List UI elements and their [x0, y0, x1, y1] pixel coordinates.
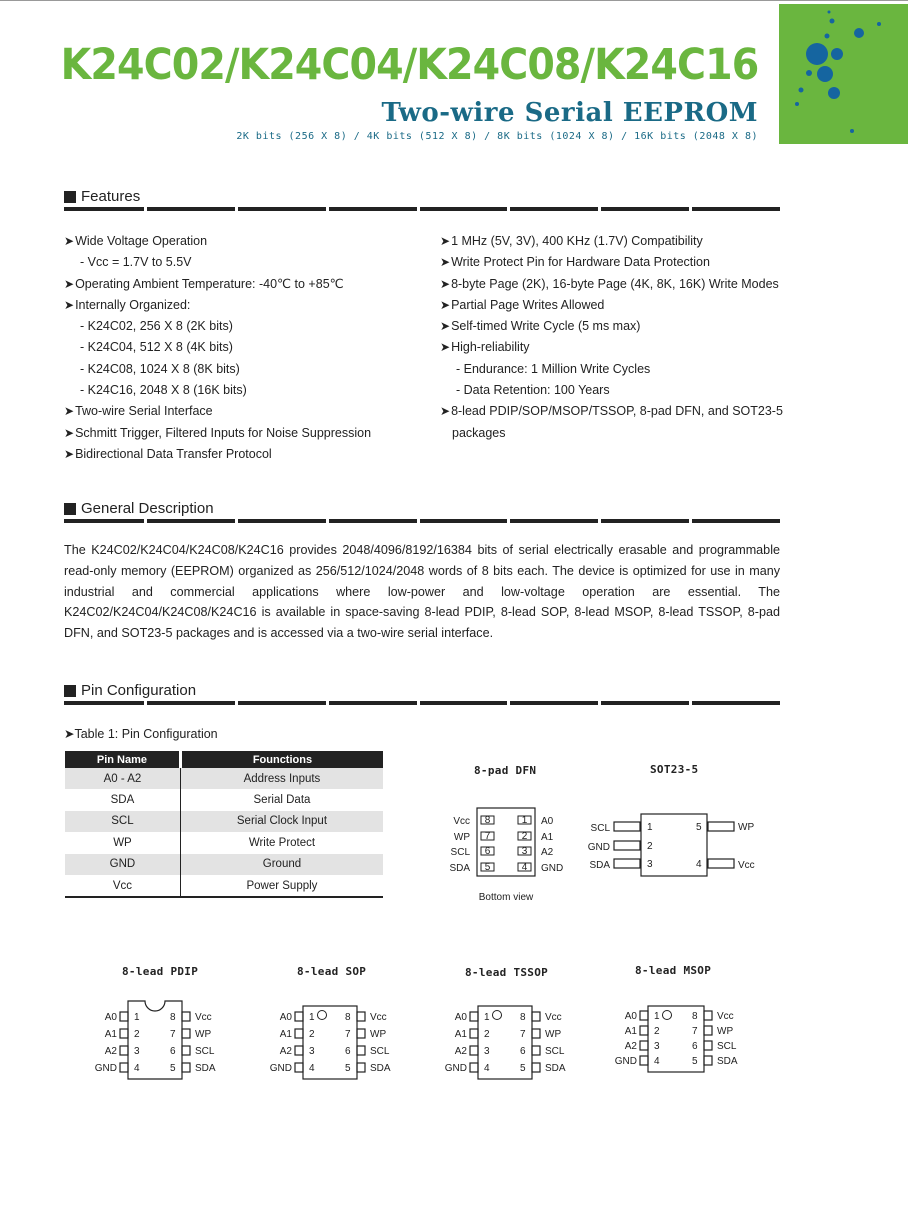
- dfn-pin-number: 5: [484, 862, 491, 873]
- msop-pin-label: SDA: [717, 1056, 738, 1067]
- feature-item: [64, 274, 371, 295]
- dfn-pin-number: 2: [521, 831, 528, 842]
- sop-pin-label: WP: [370, 1029, 387, 1040]
- feature-item: [64, 401, 371, 422]
- dfn-title: 8-pad DFN: [474, 764, 537, 777]
- sop-diagram: [265, 998, 405, 1088]
- feature-item: [440, 380, 783, 401]
- arrow-bullet-icon: ➤: [64, 404, 75, 419]
- capacity-line: 2K bits (256 X 8) / 4K bits (512 X 8) / 8K bits (1024 X 8) / 16K bits (2048 X 8): [236, 131, 758, 142]
- feature-item: [440, 231, 783, 252]
- feature-text: - K24C04, 512 X 8 (4K bits): [80, 340, 233, 355]
- feature-item: [440, 295, 783, 316]
- pdip-pin-number: 7: [170, 1029, 176, 1040]
- feature-text: 1 MHz (5V, 3V), 400 KHz (1.7V) Compatibility: [451, 234, 703, 248]
- msop-pin-label: WP: [717, 1026, 734, 1037]
- arrow-bullet-icon: ➤: [440, 297, 451, 312]
- dfn-pin-label: WP: [453, 832, 470, 843]
- msop-pin-label: A0: [624, 1011, 637, 1022]
- sop-pin-label: A2: [279, 1046, 292, 1057]
- msop-pin-label: Vcc: [717, 1011, 734, 1022]
- table-row: SCL Serial Clock Input: [65, 811, 383, 832]
- dfn-pin-label: A1: [541, 832, 554, 843]
- feature-item: [440, 274, 783, 295]
- pdip-pin-label: A1: [104, 1029, 117, 1040]
- feature-text: Operating Ambient Temperature: -40℃ to +85℃: [75, 276, 344, 291]
- arrow-bullet-icon: ➤: [64, 276, 75, 291]
- tssop-pin-label: A1: [454, 1029, 467, 1040]
- description-rule: [64, 519, 780, 523]
- feature-text: 8-byte Page (2K), 16-byte Page (4K, 8K, 16K) Write Modes: [451, 276, 779, 291]
- tssop-pin-label: SCL: [545, 1046, 565, 1057]
- arrow-bullet-icon: ➤: [64, 446, 75, 461]
- sot-pin-label: WP: [738, 822, 755, 833]
- dfn-pin-number: 8: [484, 815, 491, 826]
- table-row: WP Write Protect: [65, 832, 383, 853]
- feature-item: [64, 231, 371, 252]
- sot-pin-label: GND: [587, 842, 610, 853]
- feature-text: Bidirectional Data Transfer Protocol: [75, 446, 272, 461]
- dfn-pin-label: Vcc: [453, 816, 470, 827]
- feature-text: High-reliability: [451, 340, 530, 355]
- feature-item: [64, 316, 371, 337]
- sop-pin-number: 2: [309, 1029, 315, 1040]
- features-heading: Features: [64, 188, 140, 205]
- document-subtitle: Two-wire Serial EEPROM: [381, 98, 758, 128]
- msop-pin-label: A1: [624, 1026, 637, 1037]
- dfn-pin-label: A2: [541, 847, 554, 858]
- tssop-pin-number: 4: [484, 1063, 490, 1074]
- tssop-pin-label: SDA: [545, 1063, 566, 1074]
- arrow-bullet-icon: ➤: [64, 297, 75, 312]
- dfn-pin-number: 1: [521, 815, 528, 826]
- pdip-pin-label: SDA: [195, 1063, 216, 1074]
- features-rule: [64, 207, 780, 211]
- tssop-pin-label: Vcc: [545, 1012, 562, 1023]
- sot-pin-number: 2: [647, 841, 653, 852]
- table-caption: ➤Table 1: Pin Configuration: [64, 727, 218, 741]
- sot-title: SOT23-5: [650, 763, 699, 776]
- sot-pin-number: 5: [696, 822, 702, 833]
- heading-square-icon: [64, 191, 76, 203]
- dfn-pin-label: GND: [541, 863, 564, 874]
- sop-pin-label: GND: [269, 1063, 292, 1074]
- pin-name-header: Pin Name: [65, 751, 180, 768]
- feature-item: [64, 295, 371, 316]
- function-header: Founctions: [180, 751, 383, 768]
- msop-pin-number: 6: [692, 1041, 698, 1052]
- arrow-bullet-icon: ➤: [64, 234, 75, 248]
- feature-text: - Vcc = 1.7V to 5.5V: [80, 255, 192, 270]
- tssop-pin-label: GND: [444, 1063, 467, 1074]
- arrow-bullet-icon: ➤: [440, 255, 451, 270]
- feature-item: [64, 423, 371, 444]
- dfn-diagram: [440, 806, 580, 906]
- dfn-pin-number: 4: [521, 862, 528, 873]
- table-row: A0 - A2 Address Inputs: [65, 768, 383, 789]
- sop-pin-number: 4: [309, 1063, 315, 1074]
- tssop-pin-label: A2: [454, 1046, 467, 1057]
- feature-text: - K24C02, 256 X 8 (2K bits): [80, 319, 233, 334]
- msop-pin-number: 3: [654, 1041, 660, 1052]
- dfn-pin-number: 6: [484, 846, 491, 857]
- sop-pin-number: 7: [345, 1029, 351, 1040]
- feature-item: [440, 337, 783, 358]
- table-row: GND Ground: [65, 854, 383, 875]
- dfn-pin-label: A0: [541, 816, 554, 827]
- sop-pin-label: A0: [279, 1012, 292, 1023]
- feature-text: Two-wire Serial Interface: [75, 404, 213, 419]
- feature-text: Self-timed Write Cycle (5 ms max): [451, 319, 641, 334]
- sot-pin-number: 3: [647, 859, 653, 870]
- feature-text: 8-lead PDIP/SOP/MSOP/TSSOP, 8-pad DFN, and SOT23-5: [451, 404, 783, 419]
- heading-square-icon: [64, 685, 76, 697]
- pin-config-rule: [64, 701, 780, 705]
- sot-pin-number: 1: [647, 822, 653, 833]
- sop-pin-number: 3: [309, 1046, 315, 1057]
- feature-text: - Data Retention: 100 Years: [456, 383, 610, 398]
- pdip-pin-number: 1: [134, 1012, 140, 1023]
- feature-item: [440, 316, 783, 337]
- sop-pin-label: Vcc: [370, 1012, 387, 1023]
- pdip-pin-label: A2: [104, 1046, 117, 1057]
- msop-diagram: [610, 998, 750, 1088]
- feature-text: Internally Organized:: [75, 297, 191, 312]
- description-heading: General Description: [64, 500, 214, 517]
- feature-text: Write Protect Pin for Hardware Data Protection: [451, 255, 710, 270]
- tssop-pin-number: 3: [484, 1046, 490, 1057]
- dfn-pin-label: SDA: [449, 863, 470, 874]
- tssop-pin-number: 1: [484, 1012, 490, 1023]
- dots-logo-icon: [779, 4, 908, 144]
- top-border-line: [0, 0, 908, 1]
- tssop-pin-number: 6: [520, 1046, 526, 1057]
- feature-item: [64, 380, 371, 401]
- msop-pin-label: SCL: [717, 1041, 737, 1052]
- msop-pin-number: 2: [654, 1026, 660, 1037]
- msop-pin-number: 5: [692, 1056, 698, 1067]
- sop-pin-label: SDA: [370, 1063, 391, 1074]
- arrow-bullet-icon: ➤: [440, 404, 451, 419]
- feature-item: [440, 359, 783, 380]
- feature-item: [64, 337, 371, 358]
- pdip-pin-number: 2: [134, 1029, 140, 1040]
- feature-item: [440, 401, 783, 422]
- feature-item: [64, 444, 371, 465]
- sot-diagram: [585, 812, 765, 882]
- pin1-marker-icon: [663, 1011, 672, 1020]
- sot-pin-label: Vcc: [738, 860, 755, 871]
- arrow-bullet-icon: ➤: [440, 276, 451, 291]
- arrow-bullet-icon: ➤: [440, 340, 451, 355]
- feature-text: Wide Voltage Operation: [75, 234, 208, 248]
- pin-config-heading: Pin Configuration: [64, 682, 196, 699]
- feature-text: - Endurance: 1 Million Write Cycles: [456, 361, 651, 376]
- msop-pin-number: 8: [692, 1011, 698, 1022]
- dfn-pin-number: 7: [484, 831, 491, 842]
- brand-logo-panel: [779, 4, 908, 144]
- tssop-title: 8-lead TSSOP: [465, 966, 549, 979]
- pdip-pin-label: A0: [104, 1012, 117, 1023]
- arrow-bullet-icon: ➤: [440, 319, 451, 334]
- tssop-pin-number: 8: [520, 1012, 526, 1023]
- feature-item: [64, 359, 371, 380]
- feature-text: - K24C08, 1024 X 8 (8K bits): [80, 361, 240, 376]
- feature-text: packages: [452, 425, 506, 440]
- msop-pin-number: 1: [654, 1011, 660, 1022]
- sop-pin-number: 1: [309, 1012, 315, 1023]
- tssop-pin-label: A0: [454, 1012, 467, 1023]
- pdip-pin-number: 6: [170, 1046, 176, 1057]
- pdip-pin-label: Vcc: [195, 1012, 212, 1023]
- sop-pin-label: SCL: [370, 1046, 390, 1057]
- msop-pin-label: GND: [614, 1056, 637, 1067]
- feature-text: Schmitt Trigger, Filtered Inputs for Noise Suppression: [75, 425, 372, 440]
- arrow-bullet-icon: ➤: [440, 234, 451, 248]
- sop-pin-number: 6: [345, 1046, 351, 1057]
- sot-pin-label: SDA: [589, 860, 610, 871]
- msop-title: 8-lead MSOP: [635, 964, 712, 977]
- pin1-marker-icon: [493, 1011, 502, 1020]
- table-row: Vcc Power Supply: [65, 875, 383, 897]
- features-left-list: [64, 231, 371, 465]
- msop-pin-number: 7: [692, 1026, 698, 1037]
- pdip-title: 8-lead PDIP: [122, 965, 199, 978]
- feature-item: [64, 252, 371, 273]
- sot-pin-label: SCL: [590, 823, 610, 834]
- tssop-pin-number: 5: [520, 1063, 526, 1074]
- dfn-pin-number: 3: [521, 846, 528, 857]
- description-paragraph: The K24C02/K24C04/K24C08/K24C16 provides 2048/4096/8192/16384 bits of serial electrically erasable and programmable read-only memory (EEPROM) organized as 256/512/1024/2048 words of 8 bits each. The device is optimized for use in many industrial and commercial applications where low-power and low-voltage operation are essential. The K24C02/K24C04/K24C08/K24C16 is available in space-saving 8-lead PDIP, 8-lead SOP, 8-lead MSOP, 8-lead TSSOP, 8-pad DFN, and SOT23-5 packages and is accessed via a two-wire serial interface.: [64, 543, 780, 641]
- pin-table: [65, 751, 383, 898]
- arrow-bullet-icon: ➤: [64, 727, 75, 741]
- feature-text: Partial Page Writes Allowed: [451, 297, 605, 312]
- tssop-pin-label: WP: [545, 1029, 562, 1040]
- pdip-pin-label: WP: [195, 1029, 212, 1040]
- table-row: SDA Serial Data: [65, 789, 383, 810]
- document-title: K24C02/K24C04/K24C08/K24C16: [60, 40, 758, 90]
- feature-text: - K24C16, 2048 X 8 (16K bits): [80, 383, 247, 398]
- sop-title: 8-lead SOP: [297, 965, 367, 978]
- dfn-caption: Bottom view: [478, 892, 534, 903]
- feature-item: [440, 252, 783, 273]
- tssop-diagram: [440, 998, 580, 1088]
- pdip-pin-number: 5: [170, 1063, 176, 1074]
- pdip-diagram: [90, 998, 230, 1088]
- sot-pin-number: 4: [696, 859, 702, 870]
- msop-pin-label: A2: [624, 1041, 637, 1052]
- pdip-pin-label: GND: [94, 1063, 117, 1074]
- pdip-pin-number: 8: [170, 1012, 176, 1023]
- sop-pin-label: A1: [279, 1029, 292, 1040]
- pdip-pin-number: 3: [134, 1046, 140, 1057]
- dfn-pin-label: SCL: [450, 847, 470, 858]
- pdip-pin-label: SCL: [195, 1046, 215, 1057]
- arrow-bullet-icon: ➤: [64, 425, 75, 440]
- sop-pin-number: 5: [345, 1063, 351, 1074]
- feature-item: [440, 423, 783, 444]
- tssop-pin-number: 2: [484, 1029, 490, 1040]
- heading-square-icon: [64, 503, 76, 515]
- msop-pin-number: 4: [654, 1056, 660, 1067]
- pin1-marker-icon: [318, 1011, 327, 1020]
- features-right-list: [440, 231, 783, 444]
- sop-pin-number: 8: [345, 1012, 351, 1023]
- tssop-pin-number: 7: [520, 1029, 526, 1040]
- pdip-pin-number: 4: [134, 1063, 140, 1074]
